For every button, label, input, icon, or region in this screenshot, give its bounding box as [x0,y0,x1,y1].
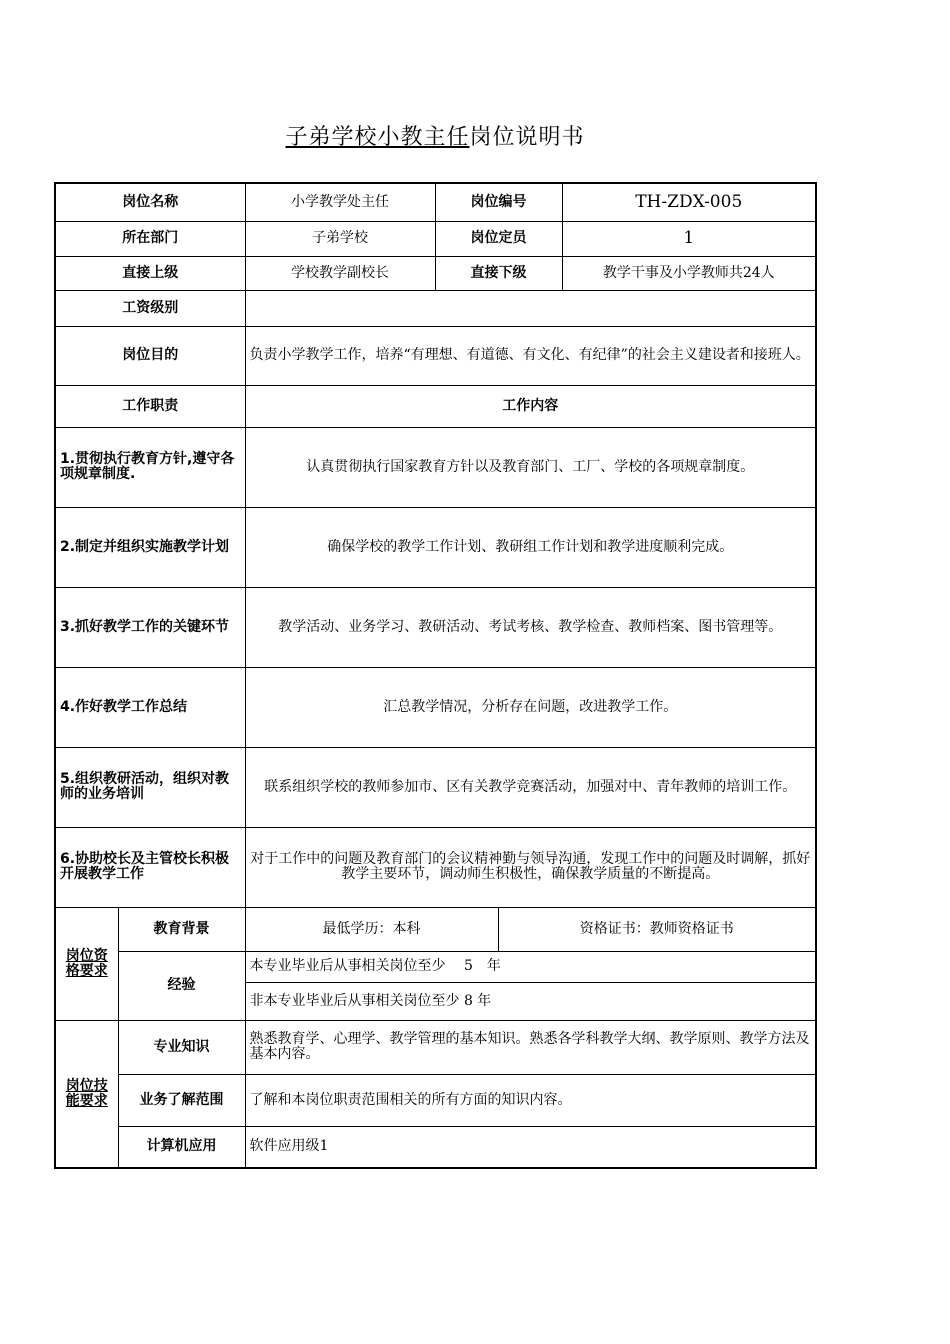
experience-major: 本专业毕业后从事相关岗位至少 5 年 [245,951,816,982]
knowledge-value: 熟悉教育学、心理学、教学管理的基本知识。熟悉各学科教学大纲、教学原则、教学方法及基本内容。 [245,1020,816,1074]
position-name-value: 小学教学处主任 [245,183,435,221]
duty-title: 1.贯彻执行教育方针,遵守各项规章制度. [55,427,245,507]
department-label: 所在部门 [55,221,245,256]
position-name-label: 岗位名称 [55,183,245,221]
headcount-label: 岗位定员 [435,221,562,256]
experience-label: 经验 [118,951,245,1020]
scope-label: 业务了解范围 [118,1074,245,1126]
page-title [0,120,870,151]
title-rest: 岗位说明书 [469,125,585,150]
subordinate-value: 教学干事及小学教师共24人 [562,256,816,290]
duty-title: 2.制定并组织实施教学计划 [55,507,245,587]
computer-value: 软件应用级1 [245,1126,816,1168]
duty-title: 4.作好教学工作总结 [55,667,245,747]
duty-content: 教学活动、业务学习、教研活动、考试考核、教学检查、教师档案、图书管理等。 [245,587,816,667]
duty-content: 联系组织学校的教师参加市、区有关教学竞赛活动，加强对中、青年教师的培训工作。 [245,747,816,827]
headcount-value: 1 [562,221,816,256]
duty-content: 确保学校的教学工作计划、教研组工作计划和教学进度顺利完成。 [245,507,816,587]
purpose-label: 岗位目的 [55,326,245,385]
purpose-value: 负责小学教学工作，培养“有理想、有道德、有文化、有纪律”的社会主义建设者和接班人。 [245,326,816,385]
superior-value: 学校教学副校长 [245,256,435,290]
duties-header-left: 工作职责 [55,385,245,427]
position-code-label: 岗位编号 [435,183,562,221]
certificate-value: 资格证书：教师资格证书 [498,907,816,951]
experience-nonmajor: 非本专业毕业后从事相关岗位至少 8 年 [245,982,816,1020]
department-value: 子弟学校 [245,221,435,256]
duty-content: 认真贯彻执行国家教育方针以及教育部门、工厂、学校的各项规章制度。 [245,427,816,507]
title-underlined: 子弟学校小教主任 [285,125,470,150]
duty-title: 6.协助校长及主管校长积极开展教学工作 [55,827,245,907]
duties-header-right: 工作内容 [245,385,816,427]
scope-value: 了解和本岗位职责范围相关的所有方面的知识内容。 [245,1074,816,1126]
qualification-group-label: 岗位资格要求 [55,907,118,1020]
salary-value [245,290,816,326]
subordinate-label: 直接下级 [435,256,562,290]
job-description-table [54,182,817,1169]
duty-title: 5.组织教研活动，组织对教师的业务培训 [55,747,245,827]
duty-title: 3.抓好教学工作的关键环节 [55,587,245,667]
salary-label: 工资级别 [55,290,245,326]
computer-label: 计算机应用 [118,1126,245,1168]
superior-label: 直接上级 [55,256,245,290]
education-value: 最低学历：本科 [245,907,498,951]
duty-content: 汇总教学情况，分析存在问题，改进教学工作。 [245,667,816,747]
knowledge-label: 专业知识 [118,1020,245,1074]
position-code-value: TH-ZDX-005 [562,183,816,221]
education-label: 教育背景 [118,907,245,951]
skills-group-label: 岗位技能要求 [55,1020,118,1168]
duty-content: 对于工作中的问题及教育部门的会议精神勤与领导沟通，发现工作中的问题及时调解，抓好教学主要环节，调动师生积极性，确保教学质量的不断提高。 [245,827,816,907]
